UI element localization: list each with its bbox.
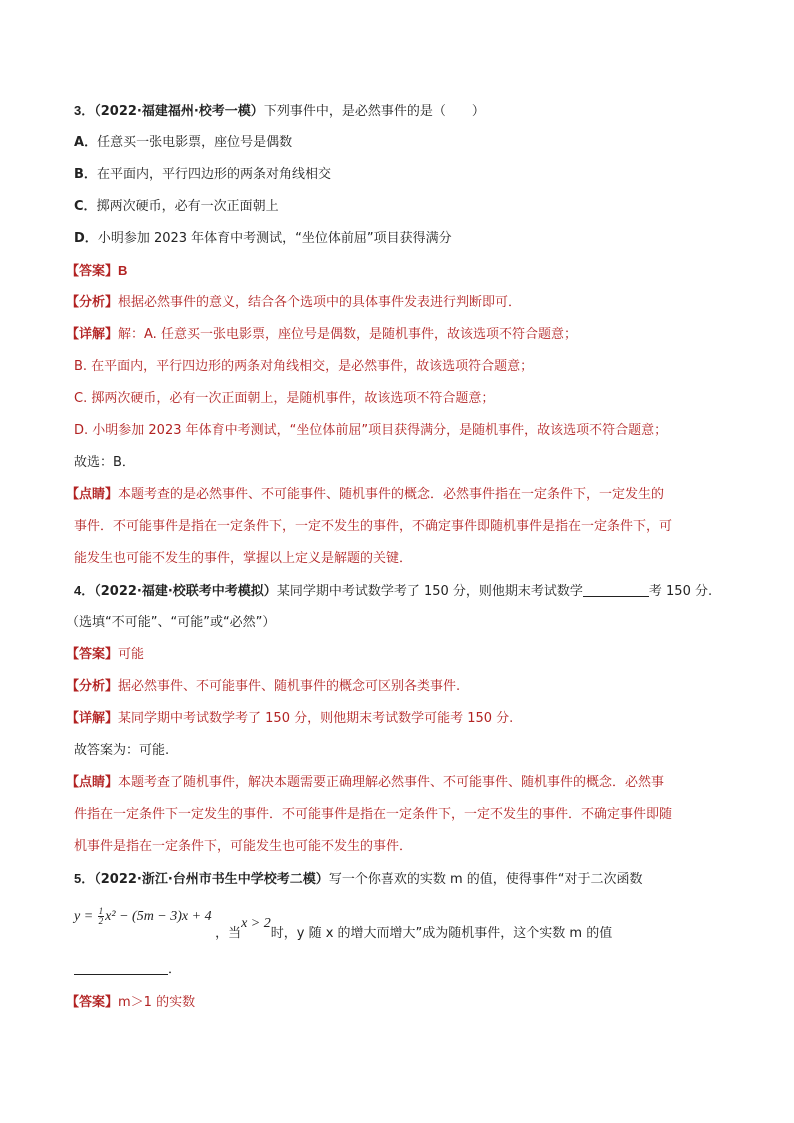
detail-tag: 【详解】 [66, 327, 119, 342]
q3-detail-line-4: D. 小明参加 2023 年体育中考测试，“坐位体前屈”项目获得满分，是随机事件，故该选项不符合题意； [74, 423, 668, 438]
answer-tag: 【答案】 [66, 264, 119, 279]
analysis-tag: 【分析】 [66, 679, 119, 694]
q3-answer: 【答案】B [66, 263, 128, 279]
q4-comment-line-3: 机事件是指在一定条件下，可能发生也可能不发生的事件． [74, 839, 413, 854]
q3-stem: 下列事件中，是必然事件的是（ ） [263, 104, 485, 119]
q5-number: 5 [74, 871, 82, 886]
comment-tag: 【点睛】 [66, 487, 119, 502]
q3-option-c: C．掷两次硬币，必有一次正面朝上 [74, 199, 279, 214]
q4-analysis: 【分析】据必然事件、不可能事件、随机事件的概念可区别各类事件. [66, 679, 461, 694]
q4-stem-line-2: （选填“不可能”、“可能”或“必然”） [66, 615, 276, 630]
answer-tag: 【答案】 [66, 995, 119, 1010]
q4-number: 4 [74, 583, 82, 598]
q4-answer-blank[interactable] [583, 582, 649, 597]
q4-stem-line: 4．（2022·福建·校联考中考模拟）某同学期中考试数学考了 150 分，则他期末考试数学 考 150 分. [74, 583, 713, 599]
q5-formula-line: y = $\frac{1}{2}$ x² − (5m − 3)x + 4 ，当x > 2时，y 随 x 的增大而增大”成为随机事件，这个实数 m 的值 [74, 906, 613, 941]
q3-detail-line-2: B. 在平面内，平行四边形的两条对角线相交，是必然事件，故该选项符合题意； [74, 359, 534, 374]
condition: x > 2 [241, 916, 271, 931]
q5-stem-line: 5．（2022·浙江·台州市书生中学校考二模）写一个你喜欢的实数 m 的值，使得事件“对于二次函数 [74, 871, 643, 887]
q3-stem-line: 3．（2022·福建福州·校考一模）下列事件中，是必然事件的是（ ） [74, 103, 485, 119]
q4-answer: 【答案】可能 [66, 647, 145, 662]
q3-detail-line-1: 【详解】解：A. 任意买一张电影票，座位号是偶数，是随机事件，故该选项不符合题意； [66, 327, 577, 342]
q4-detail: 【详解】某同学期中考试数学考了 150 分，则他期末考试数学可能考 150 分. [66, 711, 514, 726]
q3-option-b: B．在平面内，平行四边形的两条对角线相交 [74, 167, 331, 182]
fraction: $\frac{1}{2}$ [98, 906, 104, 927]
q3-comment-line-2: 事件．不可能事件是指在一定条件下，一定不发生的事件，不确定事件即随机事件是指在一定条件下，可 [74, 519, 673, 534]
answer-tag: 【答案】 [66, 647, 119, 662]
q3-source: （2022·福建福州·校考一模） [94, 104, 264, 119]
analysis-tag: 【分析】 [66, 295, 119, 310]
q3-conclusion: 故选：B． [74, 455, 135, 470]
q4-comment-line-1: 【点睛】本题考查了随机事件，解决本题需要正确理解必然事件、不可能事件、随机事件的概念．必然事 [66, 775, 665, 790]
q4-source: （2022·福建·校联考中考模拟） [94, 584, 277, 599]
q3-comment-line-1: 【点睛】本题考查的是必然事件、不可能事件、随机事件的概念．必然事件指在一定条件下，一定发生的 [66, 487, 665, 502]
formula: y = $\frac{1}{2}$ x² − (5m − 3)x + 4 [74, 906, 212, 927]
q3-detail-line-3: C. 掷两次硬币，必有一次正面朝上，是随机事件，故该选项不符合题意； [74, 391, 495, 406]
q5-blank-line: ． [74, 960, 181, 980]
q4-conclusion: 故答案为：可能. [74, 743, 170, 758]
q5-answer: 【答案】m＞1 的实数 [66, 995, 196, 1010]
q5-source: （2022·浙江·台州市书生中学校考二模） [94, 872, 329, 887]
q4-comment-line-2: 件指在一定条件下一定发生的事件．不可能事件是指在一定条件下，一定不发生的事件．不确定事件即随 [74, 807, 673, 822]
q3-analysis: 【分析】根据必然事件的意义，结合各个选项中的具体事件发表进行判断即可． [66, 295, 522, 310]
q3-option-a: A．任意买一张电影票，座位号是偶数 [74, 135, 293, 150]
q5-answer-blank[interactable] [74, 960, 168, 975]
q3-option-d: D．小明参加 2023 年体育中考测试，“坐位体前屈”项目获得满分 [74, 231, 452, 246]
comment-tag: 【点睛】 [66, 775, 119, 790]
q3-number: 3 [74, 103, 82, 118]
detail-tag: 【详解】 [66, 711, 119, 726]
q3-comment-line-3: 能发生也可能不发生的事件，掌握以上定义是解题的关键． [74, 551, 413, 566]
